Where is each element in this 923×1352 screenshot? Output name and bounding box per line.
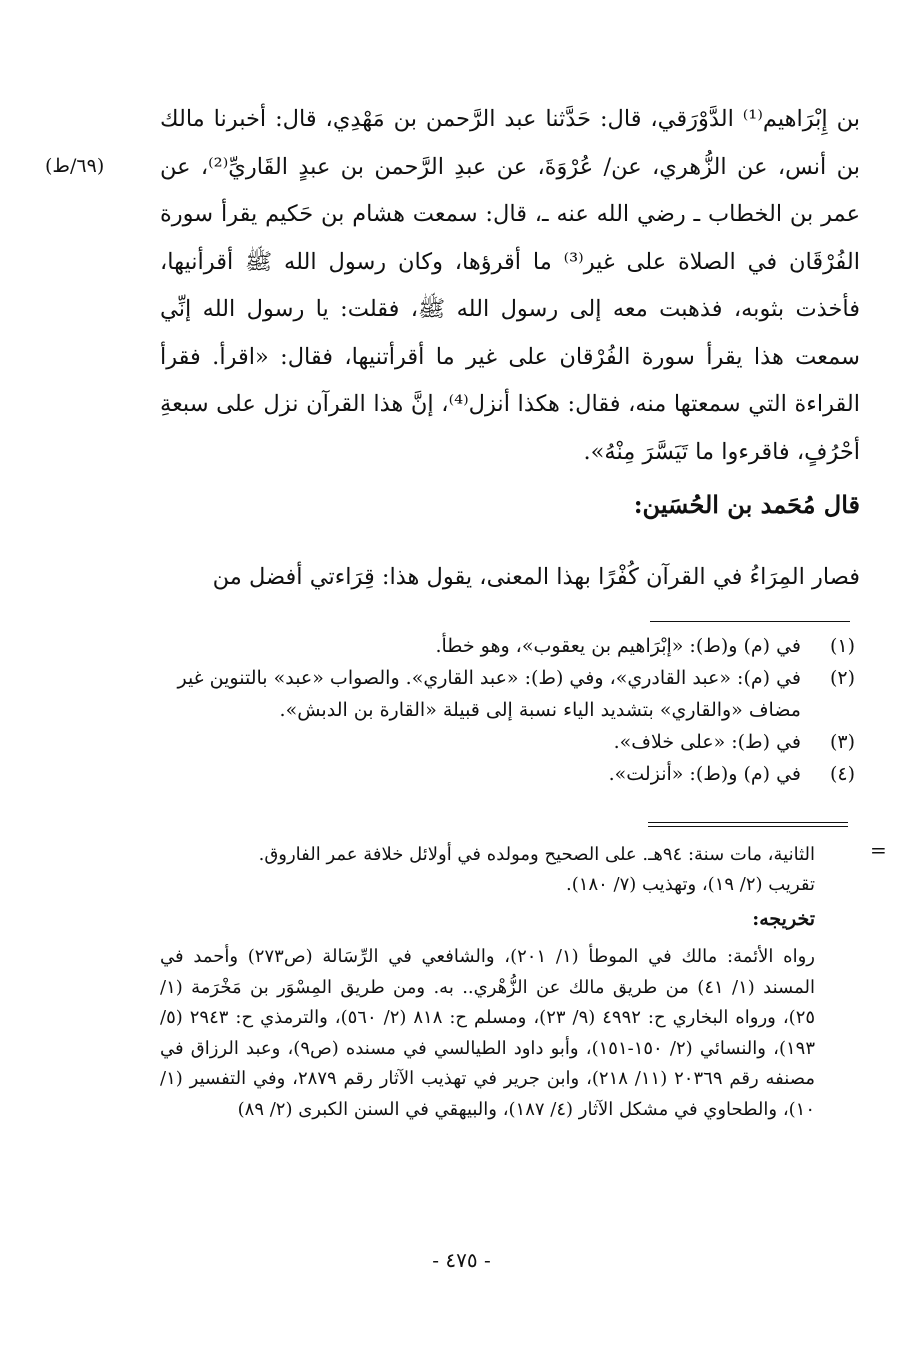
footnote-text: في (م) و(ط): «إبْرَاهيم بن يعقوب»، وهو خطأ. [435, 635, 801, 657]
continuation-mark: = [870, 838, 887, 862]
footnote-text: في (ط): «على خلاف». [613, 731, 801, 753]
notes-separator [648, 822, 848, 827]
margin-reference: (٦٩/ط) [45, 155, 105, 177]
commentary-paragraph: فصار المِرَاءُ في القرآن كُفْرًا بهذا المعنى، يقول هذا: قِرَاءتي أفضل من [212, 564, 860, 590]
footnote-number: (٢) [829, 667, 855, 689]
page-number: - ٤٧٥ - [432, 1248, 491, 1272]
editor-notes [160, 840, 815, 900]
notes-line: تقريب (٢/ ١٩)، وتهذيب (٧/ ١٨٠). [566, 874, 815, 895]
notes-line: الثانية، مات سنة: ٩٤هـ. على الصحيح ومولده في أولائل خلافة عمر الفاروق. [258, 844, 815, 865]
footnote-item [160, 662, 855, 726]
footnote-item [160, 630, 855, 662]
footnote-number: (١) [829, 635, 855, 657]
footnote-number: (٣) [829, 731, 855, 753]
hadith-paragraph: بن إِبْرَاهيم⁽¹⁾ الدَّوْرَقي، قال: حَدَّثنا عبد الرَّحمن بن مَهْدِي، قال: أخبرنا مالك بن أنس، عن الزُّهري، عن/ عُرْوَةَ، عن عبدِ الرَّحمن بن عبدٍ القَاريِّ⁽²⁾، عن عمر بن الخطاب ـ رضي الله عنه ـ، قال: سمعت هشام بن حَكيم يقرأ سورة الفُرْقَان في الصلاة على غير⁽³⁾ ما أقرؤها، وكان رسول الله ﷺ أقرأنيها، فأخذت بثوبه، فذهبت معه إلى رسول الله ﷺ، فقلت: يا رسول الله إنِّي سمعت هذا يقرأ سورة الفُرْقان على غير ما أقرأتنيها، فقال: «اقرأ. فقرأ القراءة التي سمعتها منه، فقال: هكذا أنزل⁽⁴⁾، إنَّ هذا القرآن نزل على سبعةِ أحْرُفٍ، فاقرءوا ما تَيَسَّرَ مِنْهُ». [160, 106, 861, 465]
footnote-item [160, 726, 855, 758]
footnote-text: في (م) و(ط): «أنزلت». [608, 763, 801, 785]
footnote-item [160, 758, 855, 790]
footnotes-list [160, 630, 855, 790]
footnote-text: في (م): «عبد القادري»، وفي (ط): «عبد القاري». والصواب «عبد» بالتنوين غير مضاف «والقاري» بتشديد الياء نسبة إلى قبيلة «القارة بن الدبش». [177, 667, 801, 721]
takhrij-heading: تخريجه: [752, 908, 815, 930]
takhrij-text: رواه الأئمة: مالك في الموطأ (١/ ٢٠١)، والشافعي في الرِّسَالة (ص٢٧٣) وأحمد في المسند (١/ ٤١) من طريق مالك عن الزُّهْري.. به. ومن طريق المِسْوَر بن مَخْرَمة (١/ ٢٥)، ورواه البخاري ح: ٤٩٩٢ (٩/ ٢٣)، ومسلم ح: ٨١٨ (٢/ ٥٦٠)، والترمذي ح: ٢٩٤٣ (٥/ ١٩٣)، والنسائي (٢/ ١٥٠-١٥١)، وأبو داود الطيالسي في مسنده (ص٩)، وعبد الرزاق في مصنفه رقم ٢٠٣٦٩ (١١/ ٢١٨)، وابن جرير في تهذيب الآثار رقم ٢٨٧٩، وفي التفسير (١/ ١٠)، والطحاوي في مشكل الآثار (٤/ ١٨٧)، والبيهقي في السنن الكبرى (٢/ ٨٩) [160, 946, 816, 1120]
section-heading: قال مُحَمد بن الحُسَين: [633, 490, 860, 519]
main-text [160, 96, 860, 476]
footnote-separator [650, 621, 850, 622]
footnote-number: (٤) [829, 763, 855, 785]
